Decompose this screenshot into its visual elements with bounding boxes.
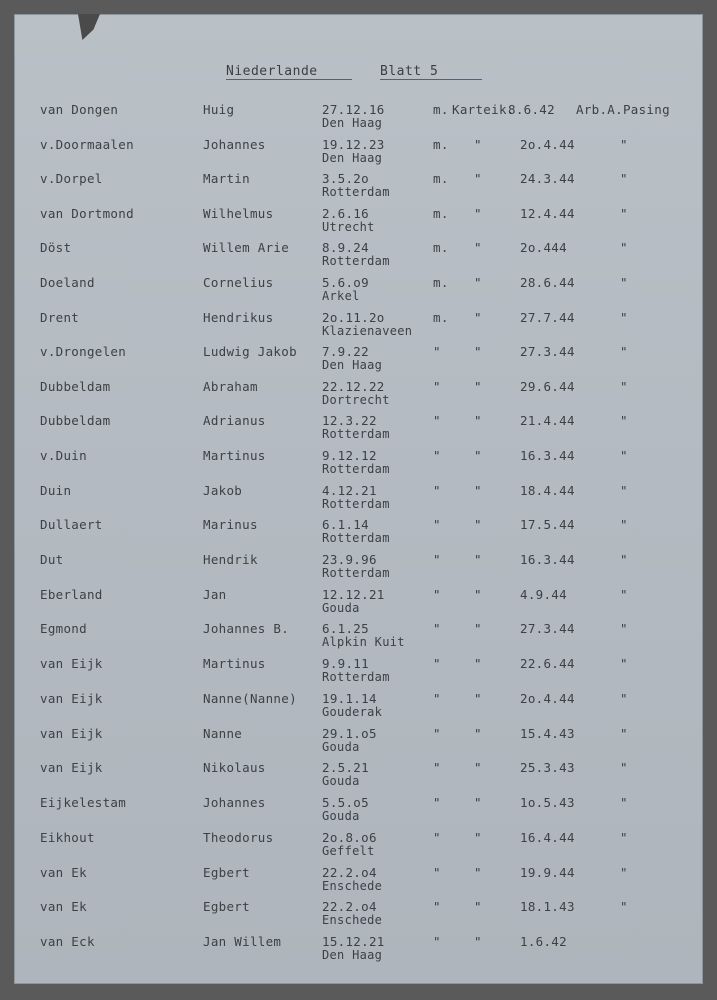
cell-surname: van Eck — [40, 934, 95, 949]
cell-place: Rotterdam — [322, 531, 390, 545]
cell-date: 9.12.12 — [322, 448, 377, 463]
cell-regdate: 27.3.44 — [520, 621, 575, 636]
cell-place: Gouderak — [322, 705, 383, 719]
cell-regdate: 8.6.42 — [508, 102, 555, 117]
cell-col8: " — [620, 899, 628, 914]
cell-given: Cornelius — [203, 275, 274, 290]
cell-col8: " — [620, 726, 628, 741]
cell-regdate: 16.3.44 — [520, 552, 575, 567]
cell-col6: " — [474, 934, 482, 949]
table-row — [0, 344, 717, 378]
cell-surname: van Eijk — [40, 726, 103, 741]
cell-sex: " — [433, 865, 441, 880]
cell-place: Enschede — [322, 913, 383, 927]
cell-col8: " — [620, 760, 628, 775]
cell-place: Utrecht — [322, 220, 375, 234]
cell-sex: " — [433, 760, 441, 775]
cell-date: 2.6.16 — [322, 206, 369, 221]
cell-surname: v.Doormaalen — [40, 137, 134, 152]
cell-surname: van Eijk — [40, 760, 103, 775]
cell-date: 15.12.21 — [322, 934, 385, 949]
cell-date: 22.12.22 — [322, 379, 385, 394]
table-row — [0, 379, 717, 413]
cell-place: Alpkin Kuit — [322, 635, 405, 649]
cell-col6: " — [474, 795, 482, 810]
cell-surname: Dullaert — [40, 517, 103, 532]
cell-sex: " — [433, 726, 441, 741]
cell-col8: " — [620, 310, 628, 325]
cell-regdate: 2o.4.44 — [520, 137, 575, 152]
cell-regdate: 12.4.44 — [520, 206, 575, 221]
cell-col6: " — [474, 726, 482, 741]
cell-place: Arkel — [322, 289, 360, 303]
table-row — [0, 552, 717, 586]
cell-place: Den Haag — [322, 948, 383, 962]
cell-given: Wilhelmus — [203, 206, 274, 221]
cell-date: 23.9.96 — [322, 552, 377, 567]
header-country: Niederlande — [226, 64, 352, 80]
cell-col6: " — [474, 656, 482, 671]
cell-given: Nikolaus — [203, 760, 266, 775]
table-row — [0, 240, 717, 274]
cell-sex: " — [433, 621, 441, 636]
cell-col6: " — [474, 448, 482, 463]
cell-surname: Eijkelestam — [40, 795, 127, 810]
cell-surname: Dubbeldam — [40, 413, 111, 428]
table-row — [0, 691, 717, 725]
table-row — [0, 483, 717, 517]
cell-col6: " — [474, 275, 482, 290]
cell-surname: van Ek — [40, 865, 87, 880]
table-row — [0, 830, 717, 864]
cell-given: Jan Willem — [203, 934, 282, 949]
cell-surname: van Eijk — [40, 656, 103, 671]
cell-regdate: 18.1.43 — [520, 899, 575, 914]
cell-place: Gouda — [322, 601, 360, 615]
cell-regdate: 27.7.44 — [520, 310, 575, 325]
cell-surname: v.Dorpel — [40, 171, 103, 186]
cell-col6: " — [474, 760, 482, 775]
cell-surname: Duin — [40, 483, 72, 498]
cell-date: 5.5.o5 — [322, 795, 369, 810]
table-row — [0, 448, 717, 482]
table-row — [0, 865, 717, 899]
cell-col8: " — [620, 344, 628, 359]
table-row — [0, 621, 717, 655]
cell-col8: " — [620, 275, 628, 290]
cell-sex: m. — [433, 171, 449, 186]
cell-given: Hendrikus — [203, 310, 274, 325]
table-row — [0, 587, 717, 621]
cell-col8: " — [620, 240, 628, 255]
cell-regdate: 16.3.44 — [520, 448, 575, 463]
cell-place: Rotterdam — [322, 462, 390, 476]
table-row — [0, 310, 717, 344]
cell-date: 22.2.o4 — [322, 865, 377, 880]
cell-sex: m. — [433, 240, 449, 255]
table-row — [0, 656, 717, 690]
cell-col6: " — [474, 413, 482, 428]
cell-date: 2o.8.o6 — [322, 830, 377, 845]
cell-col6: " — [474, 621, 482, 636]
cell-date: 8.9.24 — [322, 240, 369, 255]
cell-regdate: 21.4.44 — [520, 413, 575, 428]
cell-col6: " — [474, 206, 482, 221]
cell-given: Marinus — [203, 517, 258, 532]
cell-sex: m. — [433, 206, 449, 221]
cell-surname: v.Duin — [40, 448, 87, 463]
cell-date: 29.1.o5 — [322, 726, 377, 741]
cell-given: Nanne(Nanne) — [203, 691, 297, 706]
cell-place: Rotterdam — [322, 670, 390, 684]
cell-col8: " — [620, 621, 628, 636]
cell-col6: " — [474, 899, 482, 914]
cell-regdate: 4.9.44 — [520, 587, 567, 602]
cell-col6: " — [474, 344, 482, 359]
cell-place: Enschede — [322, 879, 383, 893]
cell-place: Dortrecht — [322, 393, 390, 407]
cell-sex: " — [433, 830, 441, 845]
table-row — [0, 795, 717, 829]
cell-place: Den Haag — [322, 151, 383, 165]
cell-place: Rotterdam — [322, 497, 390, 511]
cell-place: Rotterdam — [322, 566, 390, 580]
cell-date: 2.5.21 — [322, 760, 369, 775]
cell-place: Gouda — [322, 809, 360, 823]
cell-place: Den Haag — [322, 358, 383, 372]
cell-col6: " — [474, 240, 482, 255]
cell-surname: van Eijk — [40, 691, 103, 706]
cell-col6: " — [474, 691, 482, 706]
cell-col8: " — [620, 552, 628, 567]
cell-sex: " — [433, 344, 441, 359]
cell-surname: Eberland — [40, 587, 103, 602]
cell-regdate: 1o.5.43 — [520, 795, 575, 810]
cell-date: 19.12.23 — [322, 137, 385, 152]
cell-place: Den Haag — [322, 116, 383, 130]
cell-sex: m. — [433, 102, 449, 117]
cell-sex: " — [433, 691, 441, 706]
cell-col8: " — [620, 171, 628, 186]
cell-date: 6.1.25 — [322, 621, 369, 636]
cell-sex: " — [433, 934, 441, 949]
cell-place: Rotterdam — [322, 185, 390, 199]
header-sheet: Blatt 5 — [380, 64, 482, 80]
cell-date: 2o.11.2o — [322, 310, 385, 325]
cell-col6: " — [474, 137, 482, 152]
cell-regdate: 17.5.44 — [520, 517, 575, 532]
cell-surname: van Dortmond — [40, 206, 134, 221]
cell-given: Adrianus — [203, 413, 266, 428]
cell-date: 22.2.o4 — [322, 899, 377, 914]
cell-col8: " — [620, 587, 628, 602]
cell-date: 12.12.21 — [322, 587, 385, 602]
cell-col6: " — [474, 310, 482, 325]
cell-col8: " — [620, 448, 628, 463]
cell-date: 3.5.2o — [322, 171, 369, 186]
cell-sex: m. — [433, 310, 449, 325]
cell-surname: Egmond — [40, 621, 87, 636]
cell-surname: van Ek — [40, 899, 87, 914]
cell-regdate: 28.6.44 — [520, 275, 575, 290]
cell-regdate: 27.3.44 — [520, 344, 575, 359]
cell-sex: " — [433, 899, 441, 914]
cell-date: 12.3.22 — [322, 413, 377, 428]
cell-given: Abraham — [203, 379, 258, 394]
cell-sex: m. — [433, 275, 449, 290]
cell-regdate: 18.4.44 — [520, 483, 575, 498]
cell-col8: " — [620, 517, 628, 532]
table-row — [0, 934, 717, 968]
cell-regdate: 25.3.43 — [520, 760, 575, 775]
cell-date: 27.12.16 — [322, 102, 385, 117]
cell-given: Johannes — [203, 137, 266, 152]
table-row — [0, 102, 717, 136]
cell-place: Gouda — [322, 774, 360, 788]
cell-date: 5.6.o9 — [322, 275, 369, 290]
cell-given: Nanne — [203, 726, 243, 741]
cell-place: Klazienaveen — [322, 324, 413, 338]
cell-sex: " — [433, 795, 441, 810]
table-row — [0, 760, 717, 794]
cell-surname: Drent — [40, 310, 80, 325]
cell-regdate: 19.9.44 — [520, 865, 575, 880]
cell-surname: v.Drongelen — [40, 344, 127, 359]
table-row — [0, 413, 717, 447]
cell-col8: " — [620, 795, 628, 810]
table-row — [0, 275, 717, 309]
cell-given: Jakob — [203, 483, 243, 498]
cell-place: Rotterdam — [322, 254, 390, 268]
cell-sex: " — [433, 379, 441, 394]
cell-given: Egbert — [203, 899, 250, 914]
cell-regdate: 15.4.43 — [520, 726, 575, 741]
cell-col8: " — [620, 830, 628, 845]
cell-col8: Arb.A.Pasing — [576, 102, 670, 117]
cell-given: Martinus — [203, 656, 266, 671]
cell-regdate: 2o.4.44 — [520, 691, 575, 706]
cell-col8: " — [620, 691, 628, 706]
cell-given: Huig — [203, 102, 235, 117]
cell-regdate: 16.4.44 — [520, 830, 575, 845]
table-row — [0, 137, 717, 171]
cell-col6: " — [474, 517, 482, 532]
cell-col8: " — [620, 483, 628, 498]
cell-sex: " — [433, 448, 441, 463]
cell-given: Johannes B. — [203, 621, 290, 636]
cell-place: Rotterdam — [322, 427, 390, 441]
cell-date: 4.12.21 — [322, 483, 377, 498]
cell-col8: " — [620, 137, 628, 152]
cell-sex: " — [433, 483, 441, 498]
cell-regdate: 1.6.42 — [520, 934, 567, 949]
cell-sex: m. — [433, 137, 449, 152]
cell-surname: Dubbeldam — [40, 379, 111, 394]
cell-given: Hendrik — [203, 552, 258, 567]
cell-sex: " — [433, 656, 441, 671]
cell-col6: " — [474, 587, 482, 602]
cell-col6: " — [474, 552, 482, 567]
cell-col6: " — [474, 865, 482, 880]
cell-surname: Eikhout — [40, 830, 95, 845]
cell-place: Gouda — [322, 740, 360, 754]
cell-date: 19.1.14 — [322, 691, 377, 706]
cell-col8: " — [620, 206, 628, 221]
cell-regdate: 29.6.44 — [520, 379, 575, 394]
cell-col8: " — [620, 865, 628, 880]
table-row — [0, 517, 717, 551]
cell-given: Martinus — [203, 448, 266, 463]
cell-surname: Döst — [40, 240, 72, 255]
cell-surname: Dut — [40, 552, 64, 567]
cell-col6: " — [474, 830, 482, 845]
cell-date: 6.1.14 — [322, 517, 369, 532]
cell-given: Jan — [203, 587, 227, 602]
cell-col6: " — [474, 379, 482, 394]
cell-col6: Karteik. — [452, 102, 515, 117]
cell-sex: " — [433, 552, 441, 567]
cell-given: Johannes — [203, 795, 266, 810]
table-row — [0, 171, 717, 205]
cell-given: Willem Arie — [203, 240, 290, 255]
cell-regdate: 22.6.44 — [520, 656, 575, 671]
cell-surname: van Dongen — [40, 102, 119, 117]
table-row — [0, 899, 717, 933]
cell-sex: " — [433, 517, 441, 532]
cell-given: Theodorus — [203, 830, 274, 845]
cell-date: 9.9.11 — [322, 656, 369, 671]
cell-given: Egbert — [203, 865, 250, 880]
cell-col8: " — [620, 656, 628, 671]
cell-place: Geffelt — [322, 844, 375, 858]
cell-regdate: 24.3.44 — [520, 171, 575, 186]
cell-surname: Doeland — [40, 275, 95, 290]
cell-date: 7.9.22 — [322, 344, 369, 359]
cell-sex: " — [433, 413, 441, 428]
cell-col8: " — [620, 379, 628, 394]
table-row — [0, 726, 717, 760]
cell-col8: " — [620, 413, 628, 428]
cell-given: Martin — [203, 171, 250, 186]
cell-col6: " — [474, 483, 482, 498]
table-row — [0, 206, 717, 240]
cell-sex: " — [433, 587, 441, 602]
cell-col6: " — [474, 171, 482, 186]
cell-regdate: 2o.444 — [520, 240, 567, 255]
cell-given: Ludwig Jakob — [203, 344, 297, 359]
